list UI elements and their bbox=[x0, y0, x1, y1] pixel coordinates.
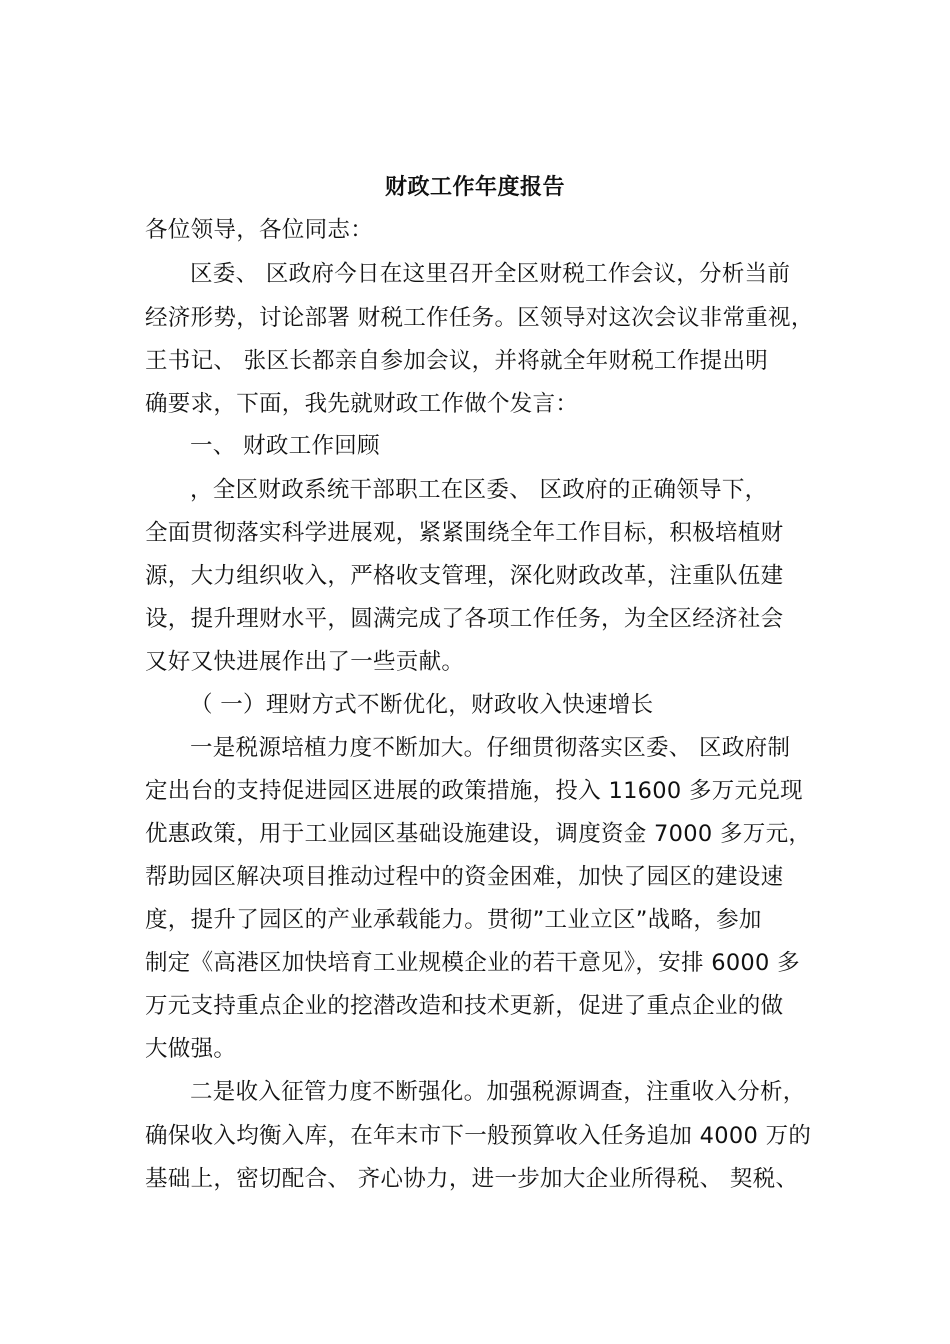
text-line: 大做强。 bbox=[145, 1036, 237, 1062]
text-line: 设，提升理财水平，圆满完成了各项工作任务，为全区经济社会 bbox=[145, 606, 784, 632]
text-line: 帮助园区解决项目推动过程中的资金困难，加快了园区的建设速 bbox=[145, 864, 784, 890]
text-line: 源，大力组织收入，严格收支管理，深化财政改革，注重队伍建 bbox=[145, 563, 784, 589]
text-line: 制定《高港区加快培育工业规模企业的若干意见》，安排 6000 多 bbox=[145, 950, 800, 976]
text-line: 经济形势，讨论部署 财税工作任务。区领导对这次会议非常重视， bbox=[145, 305, 814, 331]
text-line: 区委、 区政府今日在这里召开全区财税工作会议，分析当前 bbox=[190, 261, 791, 287]
subsection-heading: （ 一）理财方式不断优化，财政收入快速增长 bbox=[190, 692, 654, 718]
text-line: 确要求，下面，我先就财政工作做个发言： bbox=[145, 391, 579, 417]
section-heading: 一、 财政工作回顾 bbox=[190, 433, 380, 459]
text-line-salutation: 各位领导，各位同志： bbox=[145, 217, 374, 243]
document-title: 财政工作年度报告 bbox=[384, 175, 565, 200]
text-line: 又好又快进展作出了一些贡献。 bbox=[145, 649, 465, 675]
text-line: ，全区财政系统干部职工在区委、 区政府的正确领导下， bbox=[190, 477, 768, 503]
text-line: 万元支持重点企业的挖潜改造和技术更新，促进了重点企业的做 bbox=[145, 993, 784, 1019]
text-line: 确保收入均衡入库，在年末市下一般预算收入任务追加 4000 万的 bbox=[145, 1123, 812, 1149]
text-line: 基础上，密切配合、 齐心协力，进一步加大企业所得税、 契税、 bbox=[145, 1166, 799, 1192]
text-line: 全面贯彻落实科学进展观，紧紧围绕全年工作目标，积极培植财 bbox=[145, 520, 784, 546]
text-line: 度，提升了园区的产业承载能力。贯彻”工业立区”战略，参加 bbox=[145, 907, 762, 933]
text-line: 二是收入征管力度不断强化。加强税源调查，注重收入分析， bbox=[190, 1079, 806, 1105]
text-line: 一是税源培植力度不断加大。仔细贯彻落实区委、 区政府制 bbox=[190, 735, 791, 761]
text-line: 优惠政策，用于工业园区基础设施建设，调度资金 7000 多万元， bbox=[145, 821, 812, 847]
text-line: 定出台的支持促进园区进展的政策措施，投入 11600 多万元兑现 bbox=[145, 778, 803, 804]
text-line: 王书记、 张区长都亲自参加会议，并将就全年财税工作提出明 bbox=[145, 348, 769, 374]
